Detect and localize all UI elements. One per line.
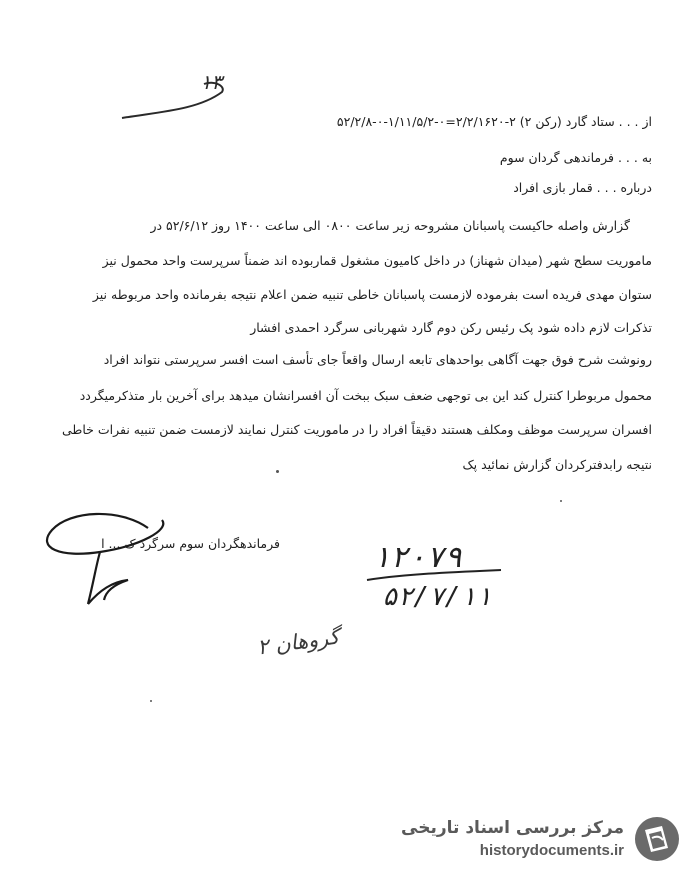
watermark	[386, 812, 686, 866]
body-line-1: گزارش واصله حاکیست پاسبانان مشروحه زیر ساعت ۰۸۰۰ الی ساعت ۱۴۰۰ روز ۵۲/۶/۱۲ در	[150, 218, 630, 233]
stamp-date: ۵۲/۷/۱۱	[382, 582, 492, 612]
body-line-7: افسران سرپرست موظف ومکلف هستند دقیقاً افراد را در ماموریت کنترل نمایند لازمست ضمن تنبیه نفرات خاطی	[62, 422, 652, 437]
speck	[150, 700, 152, 702]
from-line: از . . . ستاد گارد (رکن ۲) ۲-۲/۲/۱۶۲۰=۰-۱/۱۱/۵/۲-۰-۵۲/۲/۸	[336, 114, 652, 129]
watermark-title: مرکز بررسی اسناد تاریخی	[401, 818, 624, 838]
subject-line: درباره . . . قمار بازی افراد	[513, 180, 652, 195]
body-line-2: ماموریت سطح شهر (میدان شهناز) در داخل کامیون مشغول قماربوده اند ضمناً سرپرست واحد محمول نیز	[102, 253, 652, 268]
signature-line: فرماندهگردان سوم سرگرد ک ... ا	[101, 536, 280, 551]
page-number: ۱۳	[200, 70, 222, 94]
to-line: به . . . فرماندهی گردان سوم	[499, 150, 652, 165]
signature-scrawl	[30, 500, 180, 610]
body-line-3: ستوان مهدی فریده است بفرموده لازمست پاسبانان خاطی تنبیه ضمن اعلام نتیجه بفرمانده واحد مربوطه نیز	[92, 287, 652, 302]
stamp-number: ۱۲۰۷۹	[372, 540, 463, 575]
speck	[560, 500, 562, 502]
body-line-6: محمول مربوطرا کنترل کند این بی توجهی ضعف سبک ببخت آن افسرانشان میدهد برای آخرین بار متذکرمیگردد	[79, 388, 652, 403]
watermark-url: historydocuments.ir	[479, 842, 624, 859]
body-line-4: تذکرات لازم داده شود پک رئیس رکن دوم گارد شهربانی سرگرد احمدی افشار	[250, 320, 652, 335]
document-logo-icon	[632, 814, 682, 864]
body-line-5: رونوشت شرح فوق جهت آگاهی بواحدهای تابعه ارسال واقعاً جای تأسف است افسر سرپرستی نتواند افراد	[103, 352, 652, 367]
handwritten-note: گروهان ۲	[256, 624, 342, 660]
speck	[276, 470, 279, 473]
body-line-8: نتیجه رابدفترکردان گزارش نمائید پک	[462, 457, 652, 472]
